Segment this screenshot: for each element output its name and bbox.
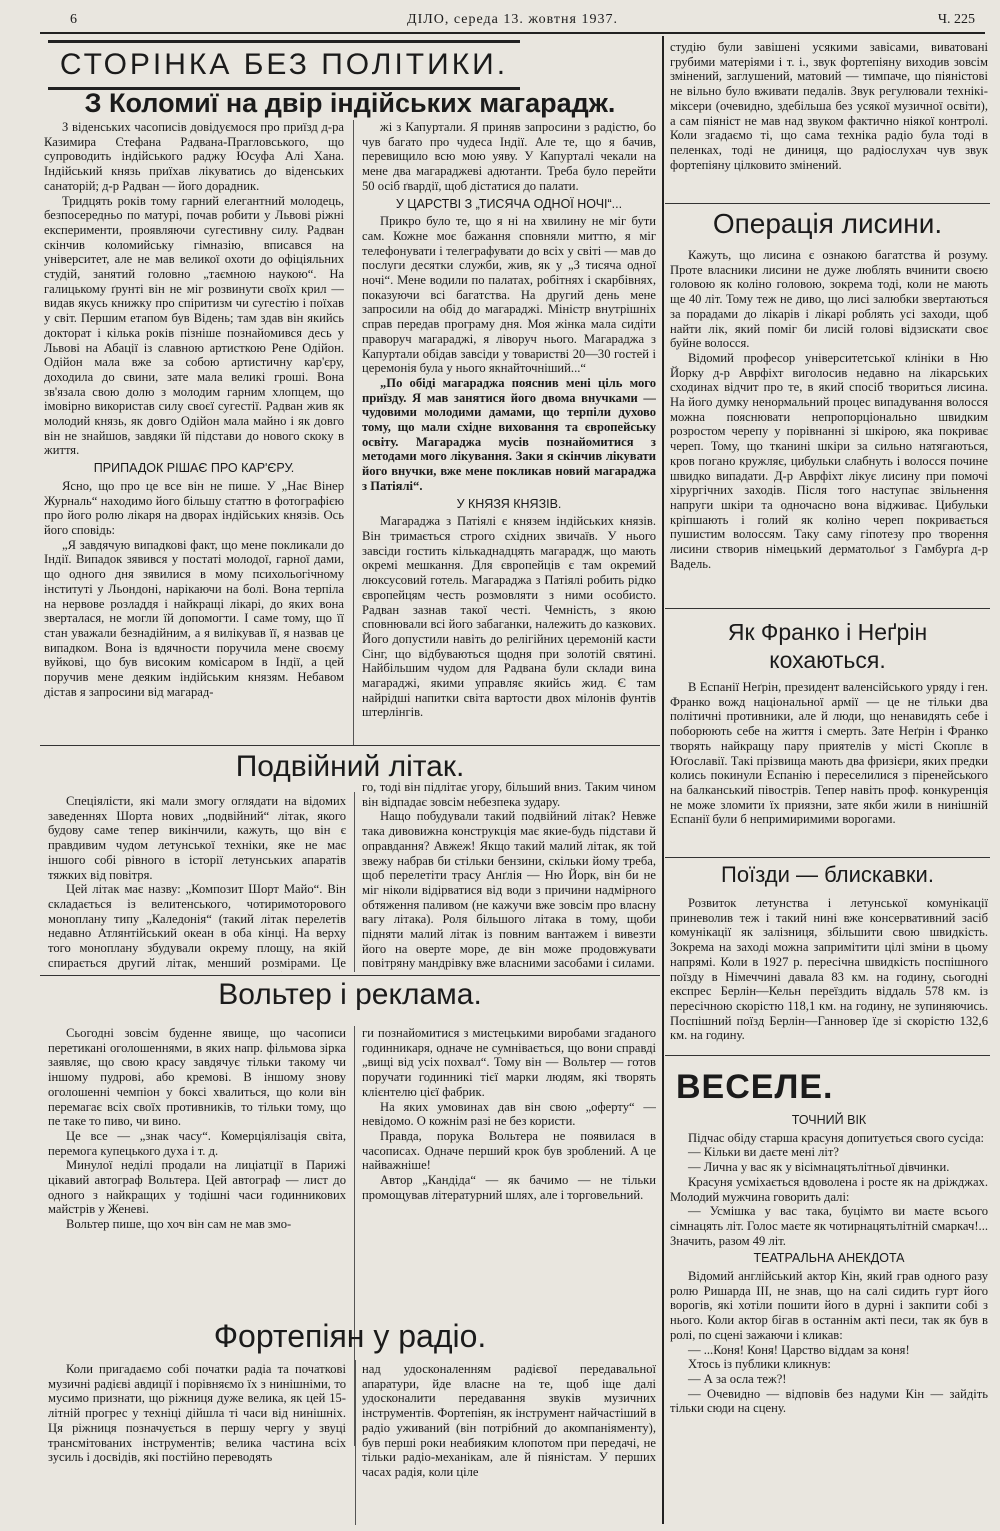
subheading: У КНЯЗЯ КНЯЗІВ. [456,496,562,511]
section-rule [40,745,660,746]
article-title: Фортепіян у радіо. [213,1318,487,1354]
humor-section-title: ВЕСЕЛЕ. [676,1068,834,1106]
issue-number: Ч. 225 [937,12,975,27]
column-rule [354,792,355,972]
paragraph: Правда, порука Вольтера не появилася в часописах. Одначе перший крок був зроблений. А це найважніше! [362,1128,656,1173]
section-rule [665,857,990,858]
paragraph: — Лична у вас як у вісімнацятьлітньої дівчинки. [688,1160,950,1175]
article-column [670,1110,988,1526]
article-title: З Коломиї на двір індійських магарадж. [84,88,616,118]
article-column [48,1362,346,1526]
paragraph [362,971,656,972]
paragraph: студію були завішені усякими завісами, виватовані грубими матеріями і т. і., звук фортепіяну виходив зовсім змінений, заглушений, матовий — тимпаче, що піяністові не вільно було вживати педалів. Звук регулювали технікі-міксери (очевидно, здебільша без усякої музичної освіти), а сам піяніст не мав над звуком фактично ніякої контролі. Коли згадаємо ті, що сама техніка радіо була тоді в пеленках, тоді не диниця, що радіослухач чув звук фортепіяну цілковито змінений. [670,40,988,172]
column-rule [355,1360,356,1525]
paragraph: В Еспанії Неґрін, президент валенсійського уряду і ген. Франко вожд національної армії — це не тільки два політичні противники, але й люди, що ненавидять себе і поборюють себе на життя і смерть. Зате Неґрін і Франко творять найкращу пару приятелів у місті Скоплє в Юґославії. Такі прізвища мають два фризієри, яких предки колись покинули Еспанію і переселилися з піренейського на балканський півострів. Тепер навіть проф. конкуренція не може зломити їх приязни, зате якби жили в нинішній Еспанії були б непримиримими ворогами. [670,680,988,827]
paragraph: жі з Капуртали. Я приняв запросини з радістю, бо чув багато про чудеса Індії. Але те, що я бачив, перевищило всю мою уяву. У Капурталі чекали на мене два магараджеві адютанти. Треба було перейти 50 осіб ґвардії, щоб дістатися до палати. [362,120,656,193]
paragraph: Цей літак має назву: „Композит Шорт Майо“. Він складається із велитенського, чотиримоторового моноплану типу „Каледонія“ (такий літак перелетів недавно Атлянтійський океан в оба кінці. На верху того моноплану збудували окрему площу, на якій спирається другий літак, менший розмірами. Це [48,882,346,970]
column-rule [353,120,354,746]
article-title: Поїзди — блискавки. [721,862,934,887]
paragraph: Підчас обіду старша красуня допитується свого сусіда: [688,1130,985,1145]
paragraph: Тридцять років тому гарний елегантний молодець, безпосередньо по матурі, почав робити у Львові ріжні експерименти, проявляючи сугестивну силу. Радван скінчив коломийську гімназію, вписався на університет, але не мав великої охоти до офіціяльних студій, занятий головно „таємною наукою“. На галицькому ґрунті він не міг розвинути своїх крил — видав якусь книжку про спіритизм чи сугестію і поїхав у світ. Першим етапом був Відень; там здав він якийсь докторат і кілька років пізніше познайомився десь у Львові на Абації із славною артисткою Рене Одійон. Одійон мала вже за собою артистичну кар'єру, доходила до свини, зате мала великі гроші. Вона зв'язала свою долю з молодим гарним хлопцем, що імовірно використав силу своєї сугестії. Радван жив як молодий князь, як довго Одійон мала майно і як довго він не знайшов, завдяки їй підстави до нового скоку в життя. [44,193,344,458]
paragraph: Хтось із публики кликнув: [688,1357,831,1372]
title-line: кохаються. [769,647,886,673]
paragraph: Спеціялісти, які мали змогу оглядати на відомих заведеннях Шорта нових „подвійний“ літак, якого будову саме тепер викінчили, кажуть, що він є правдивим чудом летунської техніки, яке не має іншого собі рівного в історії летунських апаратів тяжких від повітря. [48,794,346,882]
paragraph: Ясно, що про це все він не пише. У „Нає Вінер Журналь“ находимо його більшу статтю в фотографією про його ролю лікаря на дворах індійських князів. Ось його сповідь: [44,478,344,537]
title-line: Як Франко і Неґрін [727,619,928,645]
page-header [40,10,985,34]
section-rule [665,608,990,609]
paragraph: Коли пригадаємо собі початки радіа та початкові музичні радієві авдиції і порівняємо їх з нинішніми, то мусимо признати, що ріжниця дуже велика, як цей 15-літній прогрес у техніці дійшла ті часи від нинішніх. Ця ріжниця позначується в першу чергу у звуці трансмітованих інструментів; велика частина всіх зусиль і досвідів, які постійно переводять [48,1362,346,1465]
article-title: Подвійний літак. [235,750,465,783]
paragraph: З віденських часописів довідуємося про приїзд д-ра Казимира Стефана Радвана-Прагловського, що супроводить індійського раджу Юсуфа Алі Хана. Індійський князь приїхав лікуватись до віденських санаторій; д-р Радван — його дорадник. [44,120,344,193]
paragraph: Красуня усміхається вдоволена і росте як на дріжджах. Молодий мужчина говорить далі: [670,1174,988,1204]
paragraph: „Я завдячую випадкові факт, що мене покликали до Індії. Випадок зявився у постаті молодої, гарної дами, що одного дня зявилися в мому психольогічному інституті у Льондоні, нарікаючи на болі. Вона терпіла на нервове розладдя і найкращі лікарі, до яких вона зверталася, не могли їй допомогти. І саме тому, що її стан уважали безнадійним, а я вилікував її, я назвав це випадком. Вона із вдячности поручила мене своєму вуйкові, що був високим комісаром в Індії, а цей поручив мене деяким індійським князям. Небавом дістав я запросини від магарад- [44,537,344,699]
article-title: Операція лисини. [712,208,943,239]
paragraph: — Кільки ви даєте мені літ? [688,1145,839,1160]
article-column [362,1026,656,1336]
paragraph: Це все — „знак часу“. Комерціялізація світа, перемога купецького духа і т. д. [48,1128,346,1158]
paragraph: ги познайомитися з мистецькими виробами згаданого годинникаря, одначе не сумнівається, що вони справді „вищі від усіх похвал“. Тому він — Вольтер — готов поручати годинникі тієї марки людям, які творять клієнтелю цієї фабрик. [362,1026,656,1099]
paragraph: Минулої неділі продали на лиціатції в Парижі цікавий автограф Вольтера. Цей автограф — лист до одного з найкращих у тодішні часи годинникових майстрів у Женеві. [48,1158,346,1217]
article-column [362,120,656,745]
paragraph: Вольтер пише, що хоч він сам не мав змо- [66,1217,292,1232]
paragraph: „По обіді магараджа пояснив мені ціль мого приїзду. Я мав занятися його двома внучками — чудовими молодими дамами, що терпіли духово тому, що мали східне виховання та європейську освіту. Магараджа мусів познайомитися з методами мого лікування. Заки я скінчив лікувати його внучки, вже мене покликав новий магараджа з Патіялі“. [362,375,656,493]
paragraph: Магараджа з Патіялі є князем індійських князів. Він тримається строго східних звичаїв. У нього завсіди гостить кількаднадцять магарадж, що мають окремі мешкання. Для європейців є там окремий люксусовий готель. Магараджа з Патіялі робить рідко європейцям честь розмовляти з ними особисто. Радван зазнав такої честі. Чемність, з якою сповнювали всі його забаганки, належить до казкових. Його допустили навіть до релігійних церемоній касти Сінг, що відбуваються щодня при золотій святині. Найбільшим чудом для Радвана були склади вина магараджі, якими управляє якийсь жид. Є там найрідші напитки світа вартости двох мілонів фунтів штерлінгів. [362,514,656,720]
subheading: У ЦАРСТВІ З „ТИСЯЧА ОДНОЇ НОЧІ“... [395,196,623,211]
paragraph: Розвиток летунства і летунської комунікації приневолив теж і такий нині вже консервативний засіб комунікації як залізниця, збільшити свою швидкість. Зокрема на заході можна запримітити цілі зміни в цьому напрямі. Коли в 1927 р. пересічна швидкість поспішного поїзду в Німеччині давала 83 км. на годину, сьогодні експрес Берлін—Кельн переїздить віддаль 578 км. із пересічною скорістю 118,1 км. на годину, не зупиняючись. Поспішний поїзд Берлін—Ганновер їде зі скорістю 132,6 км. на годину. [670,896,988,1043]
section-rule [40,975,660,976]
paragraph: Відомий професор університетської клініки в Ню Йорку д-р Аврфіхт виголосив недавно на лікарських сходинах відчит про те, в який спосіб твориться лисина. На його думку ненормальний процес випадування волосся можна пояснювати непропорціонально швидким розростом черепу у порівнанні зі шкірою, яка покриває череп. Тому, що тканині шкіри за сильно натягаються, кров погано кружляє, цибульки слабнуть і волосся почине швидко випадати. Д-р Аврфіхт лікує лисину при помочі хірургічних заходів. Після того наступає звільнення напруги шкіри та одночасно вона відживає. Цибульки кріпшають і голий як коліно череп покривається пушистим волоссям. Таку саму гіпотезу про творення лисини створив німецький дерматольоґ з Гамбурґа д-р Вадель. [670,350,988,571]
paragraph: Сьогодні зовсім буденне явище, що часописи перетикані оголошеннями, в яких напр. фільмова зірка заявляє, що свою красу завдячує тільки такому чи іншому пудрові, або кремові. В іншому знову оголошенні чемпіон у боксі хвалиться, що коли він перемагає всіх своїх противників, то тільки тому, що пе таке то пиво, чи вино. [48,1026,346,1129]
paragraph: — ...Коня! Коня! Царство віддам за коня! [688,1342,910,1357]
paragraph: Нащо побудували такий подвійний літак? Невже така дивовижна конструкція має якие-будь підстави й оправдання? Авжеж! Якщо такий малий літак, як той звежу набрав би стільки бензини, скільки йому треба, щоб перелетіти трасу Анґлія — Ню Йорк, він би не міг ніколи відірватися від води з причини надмірного обтяження паливом (не кажучи вже зовсім про власну вагу літака). Роля більшого літака в тому, щоби підняти малий літак із повним вантажем і вивезти його на оверте море, де він може продовжувати повітряну мандрівку вже власними засобами і силами. [362,809,656,971]
article-column [670,248,988,604]
article-column [48,794,346,972]
article-column [670,680,988,854]
section-rule [665,1055,990,1056]
paragraph: Кажуть, що лисина є ознакою багатства й розуму. Проте власники лисини не дуже люблять вчинити своєю головою як коліно головою, зокрема тоді, коли не мають ще 40 літ. Тому теж не диво, що лисі залюбки звертаються за порадами до лікарів і лікарі роблять усі заходи, щоб найти лік, який поміг би лисій голові відзискати своє буйне волосся. [670,248,988,351]
paragraph: — А за осла теж?! [688,1371,787,1386]
masthead: ДІЛО, середа 13. жовтня 1937. [407,12,618,27]
paragraph: Відомий англійський актор Кін, який грав одного разу ролю Ришарда III, не знав, що на салі сидить гурт його ворогів, які хотіли пошити його в дурні і закпити собі з нього. Коли актор бігав в останнім акті песи, так як був в ролі, по сцені зажаючи і кликав: [670,1269,988,1342]
article-column [44,120,344,745]
subheading: ПРИПАДОК РІШАЄ ПРО КАР'ЄРУ. [93,461,295,476]
article-title [665,618,990,674]
paragraph: Автор „Кандіда“ — як бачимо — не тільки промощував літературний шлях, але і торговельний. [362,1173,656,1202]
page-number: 6 [70,12,77,27]
article-column [670,896,988,1052]
subheading: ТОЧНИЙ ВІК [791,1113,867,1127]
paragraph: Прикро було те, що я ні на хвилину не міг бути сам. Кожне моє бажання сповняли миттю, я міг телефонувати і телеграфувати до всіх у світі — мав до послуги десятки служби, жив, як у „З тисяча одної ночі“. Мене водили по палатах, робітнях і скарбівнях, показуючи всі багатства. На другий день мене запросили на обід до магараджі. Міністр внутрішніх справ передав програму дня. Моя жінка мала сидіти праворуч магараджі, я ліворуч нього. Магараджа з Капуртали обідав завсіди у товаристві 20—30 гостей і церемонія була у нього якнайточніший...“ [362,214,656,376]
article-title: Вольтер і реклама. [218,978,482,1011]
section-rule [665,203,990,204]
article-column [362,1362,656,1526]
article-column [362,780,656,972]
paragraph: На яких умовинах дав він свою „оферту“ — невідомо. О кожнім разі не без користи. [362,1099,656,1129]
paragraph: над удосконаленням радієвої передавальної апаратури, йде власне на те, щоб іще далі удосконалити передавання звуків музичних інструментів. Фортепіян, як інструмент найчастіший в радіо уживаний (він потрібний до акомпаніяменту), був перші роки неабияким клопотом при передачі, не тільки радіо-механікам, але й піяністам. У перших часах радія, коли ціле [362,1362,656,1479]
subheading: ТЕАТРАЛЬНА АНЕКДОТА [753,1251,905,1266]
article-column [48,1026,346,1336]
paragraph: го, тоді він підлітає угору, більший вниз. Таким чином він відпадає зовсім небезпека зудару. [362,780,656,809]
rubric-title: СТОРІНКА БЕЗ ПОЛІТИКИ. [48,40,520,90]
paragraph: — Усмішка у вас така, буцімто ви маєте всього сімнацять літ. Голос маєте як чотирнацятьлітній смаркач!... Значить, разом 49 літ. [670,1204,988,1248]
article-column [670,40,988,200]
paragraph: — Очевидно — відповів без надуми Кін — зайдіть тільки сюди на сцену. [670,1386,988,1416]
column-rule [662,36,664,1524]
